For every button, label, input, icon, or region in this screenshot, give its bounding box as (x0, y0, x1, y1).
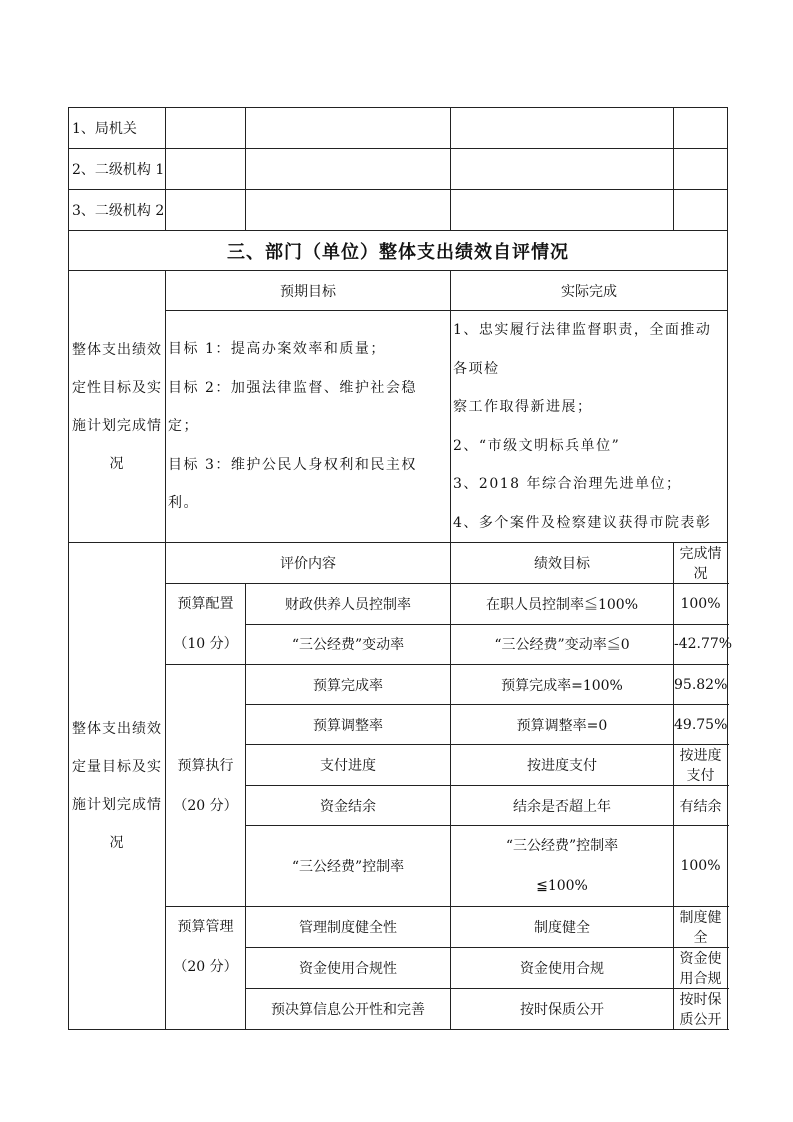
item-target: 在职人员控制率≦100% (451, 584, 674, 625)
item-target: 结余是否超上年 (451, 786, 674, 826)
group-score: （20 分） (173, 959, 238, 975)
item-result: 100% (674, 584, 728, 625)
item-content: 预算完成率 (246, 665, 451, 705)
item-target: 预算调整率=0 (451, 705, 674, 745)
expected-goal-line: 目标 1：提高办案效率和质量； (168, 341, 386, 358)
item-content: 预决算信息公开性和完善 (246, 989, 451, 1030)
actual-result-line: 4、多个案件及检察建议获得市院表彰 (453, 514, 712, 531)
actual-result-line: 察工作取得新进展； (453, 399, 593, 415)
top-row-2 (69, 149, 728, 190)
performance-target-header: 绩效目标 (451, 543, 674, 584)
item-result: 按时保质公开 (674, 989, 728, 1030)
expected-goal-line: 利。 (168, 495, 199, 512)
item-target: 按时保质公开 (451, 989, 674, 1030)
actual-results-cell (451, 311, 728, 543)
top-row-label: 2、二级机构 1 (69, 149, 166, 190)
group-budget-execution (166, 665, 246, 907)
item-result: 95.82% (674, 665, 728, 705)
item-content: 资金使用合规性 (246, 948, 451, 989)
group-budget-allocation (166, 584, 246, 665)
qualitative-row-label: 整体支出绩效定性目标及实施计划完成情况 (69, 271, 166, 543)
item-target (451, 826, 674, 907)
quantitative-label-text: 整体支出绩效定量目标及实施计划完成情况 (72, 721, 162, 851)
expected-goal-header: 预期目标 (166, 271, 451, 311)
evaluation-content-header: 评价内容 (166, 543, 451, 584)
expected-goal-line: 目标 2：加强法律监督、维护社会稳 (168, 379, 417, 396)
item-content: “三公经费”变动率 (246, 624, 451, 665)
top-row-3 (69, 190, 728, 231)
top-row-label: 1、局机关 (69, 108, 166, 149)
item-content: 管理制度健全性 (246, 907, 451, 948)
item-result: 100% (674, 826, 728, 907)
actual-result-header: 实际完成 (451, 271, 728, 311)
group-score: （20 分） (173, 797, 238, 814)
item-content: “三公经费”控制率 (246, 826, 451, 907)
item-content: 支付进度 (246, 745, 451, 786)
item-content: 资金结余 (246, 786, 451, 826)
group-budget-management (166, 907, 246, 1030)
item-target-line: “三公经费”控制率 (505, 838, 619, 854)
expected-goal-line: 定； (168, 418, 199, 435)
item-result: 资金使用合规 (674, 948, 728, 989)
expected-goals-cell (166, 311, 451, 543)
item-content: 预算调整率 (246, 705, 451, 745)
section-title: 三、部门（单位）整体支出绩效自评情况 (69, 231, 728, 271)
actual-result-line: 2、“市级文明标兵单位” (453, 437, 621, 454)
group-score: （10 分） (173, 636, 238, 652)
item-target: “三公经费”变动率≦0 (451, 624, 674, 665)
completion-header: 完成情况 (674, 543, 728, 584)
item-target: 按进度支付 (451, 745, 674, 786)
item-result: -42.77% (674, 624, 728, 665)
top-row-label: 3、二级机构 2 (69, 190, 166, 231)
item-target-line: ≦100% (536, 878, 588, 894)
top-row-1 (69, 108, 728, 149)
item-content: 财政供养人员控制率 (246, 584, 451, 625)
item-target: 制度健全 (451, 907, 674, 948)
quantitative-row-label (69, 543, 166, 1030)
item-result: 制度健全 (674, 907, 728, 948)
actual-result-line: 1、忠实履行法律监督职责，全面推动各项检 (453, 322, 712, 377)
group-name: 预算管理 (177, 919, 234, 935)
actual-result-line: 3、2018 年综合治理先进单位； (453, 476, 682, 492)
item-result: 按进度支付 (674, 745, 728, 786)
group-name: 预算执行 (177, 757, 234, 774)
item-result: 49.75% (674, 705, 728, 745)
item-result: 有结余 (674, 786, 728, 826)
performance-table (68, 107, 733, 1030)
group-name: 预算配置 (177, 596, 234, 612)
expected-goal-line: 目标 3：维护公民人身权利和民主权 (168, 456, 417, 473)
item-target: 预算完成率=100% (451, 665, 674, 705)
item-target: 资金使用合规 (451, 948, 674, 989)
